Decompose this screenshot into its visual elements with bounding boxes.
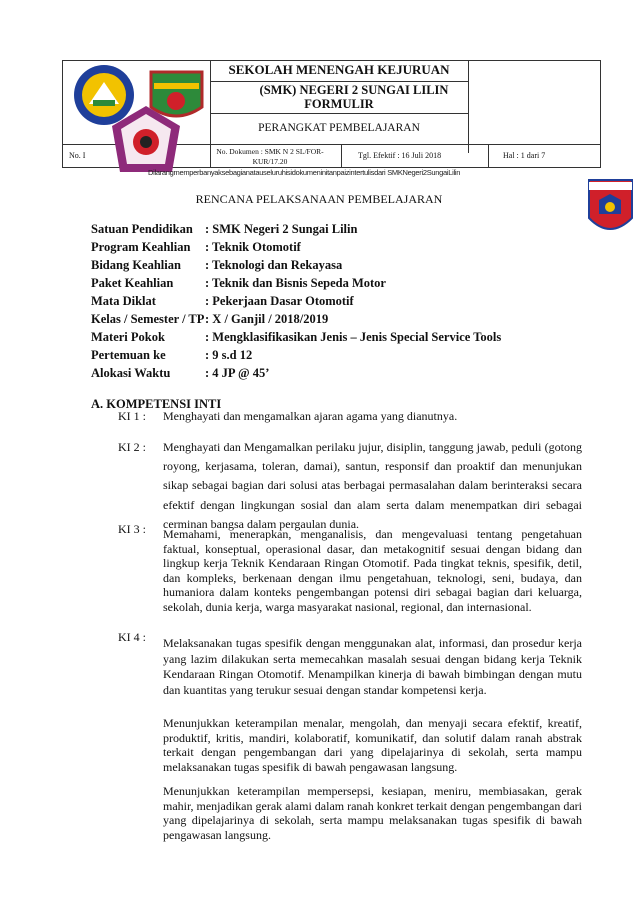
- header-divider: [210, 113, 468, 114]
- ki-text: Melaksanakan tugas spesifik dengan menggunakan alat, informasi, dan prosedur kerja yang lazim dilakukan serta memecahkan masalah sesuai dengan bidang kerja Teknik Kendaraan Ringan Otomotif. Menampilkan kinerja di bawah bimbingan dengan mutu dan kuantitas yang terukur sesuai dengan standar kompetensi kerja.: [163, 636, 582, 697]
- school-logo: [110, 104, 182, 174]
- section-heading: A. KOMPETENSI INTI: [91, 397, 222, 411]
- header-divider: [468, 61, 469, 153]
- identity-row: Alokasi Waktu : 4 JP @ 45’: [91, 366, 270, 380]
- effective-date: Tgl. Efektif : 16 Juli 2018: [358, 151, 442, 160]
- identity-row: Program Keahlian : Teknik Otomotif: [91, 240, 301, 254]
- identity-row: Pertemuan ke : 9 s.d 12: [91, 348, 253, 362]
- school-emblem-right: [587, 178, 634, 240]
- header-divider: [210, 81, 468, 82]
- document-title: RENCANA PELAKSANAAN PEMBELAJARAN: [195, 192, 443, 206]
- identity-row: Materi Pokok : Mengklasifikasikan Jenis – Jenis Special Service Tools: [91, 330, 502, 344]
- school-name-line1: SEKOLAH MENENGAH KEJURUAN: [228, 62, 450, 77]
- copy-notice: Dilarangmemperbanyaksebagianatauseluruhisidokumeninitanpaizintertulisdari SMKNegeri2SungaiLilin: [148, 168, 461, 177]
- ki-text: Menunjukkan keterampilan menalar, mengolah, dan menyaji secara efektif, kreatif, produktif, kritis, mandiri, kolaboratif, komunikatif, dan solutif dalam ranah abstrak terkait dengan pengembangan dari yang dipelajarinya di sekolah, serta mampu melaksanakan tugas spesifik di bawah pengawasan langsung.: [163, 716, 582, 774]
- ki-text: Memahami, menerapkan, menganalisis, dan mengevaluasi tentang pengetahuan faktual, konseptual, operasional dasar, dan metakognitif sesuai dengan bidang dan lingkup kerja Teknik Kendaraan Ringan Otomotif. Pada tingkat teknis, spesifik, detil, dan kompleks, berkenaan dengan ilmu pengetahuan, teknologi, seni, budaya, dan humaniora dalam konteks pengembangan potensi diri sebagai bagian dari keluarga, sekolah, dunia kerja, warga masyarakat nasional, regional, dan internasional.: [163, 527, 582, 614]
- ki-text: Menghayati dan Mengamalkan perilaku jujur, disiplin, tanggung jawab, peduli (gotong royong, kerjasama, toleran, damai), santun, responsif dan proaktif dan menunjukan sikap sebagai bagian dari solusi atas berbagai permasalahan dalam berinteraksi secara efektif dengan lingkungan sosial dan alam serta dalam menempatkan diri sebagai cerminan bangsa dalam pergaulan dunia.: [163, 440, 582, 531]
- header-divider: [341, 144, 342, 168]
- school-name-line2: (SMK) NEGERI 2 SUNGAI LILIN: [259, 83, 449, 97]
- no-label: No. I: [69, 151, 86, 160]
- ki-text: Menunjukkan keterampilan mempersepsi, kesiapan, meniru, membiasakan, gerak mahir, menjadikan gerak alami dalam ranah konkret terkait dengan pengembangan dari yang dipelajarinya di sekolah, serta mampu melaksanakan tugas spesifik di bawah pengawasan langsung.: [163, 784, 583, 842]
- identity-row: Paket Keahlian : Teknik dan Bisnis Sepeda Motor: [91, 276, 386, 290]
- ki-text: Menghayati dan mengamalkan ajaran agama yang dianutnya.: [163, 409, 458, 423]
- page-number: Hal : 1 dari 7: [503, 151, 546, 160]
- ki-label: KI 4 :: [118, 630, 146, 644]
- identity-row: Bidang Keahlian : Teknologi dan Rekayasa: [91, 258, 343, 272]
- identity-row: Satuan Pendidikan : SMK Negeri 2 Sungai Lilin: [91, 222, 358, 236]
- header-divider: [488, 144, 489, 168]
- form-label: FORMULIR: [304, 97, 374, 111]
- identity-row: Mata Diklat : Pekerjaan Dasar Otomotif: [91, 294, 354, 308]
- form-title: PERANGKAT PEMBELAJARAN: [258, 122, 420, 134]
- ki-label: KI 3 :: [118, 522, 146, 536]
- identity-row: Kelas / Semester / TP : X / Ganjil / 2018/2019: [91, 312, 329, 326]
- document-number: No. Dokumen : SMK N 2 SL/FOR-KUR/17.20: [216, 147, 324, 166]
- ki-label: KI 1 :: [118, 409, 146, 423]
- ki-label: KI 2 :: [118, 440, 146, 454]
